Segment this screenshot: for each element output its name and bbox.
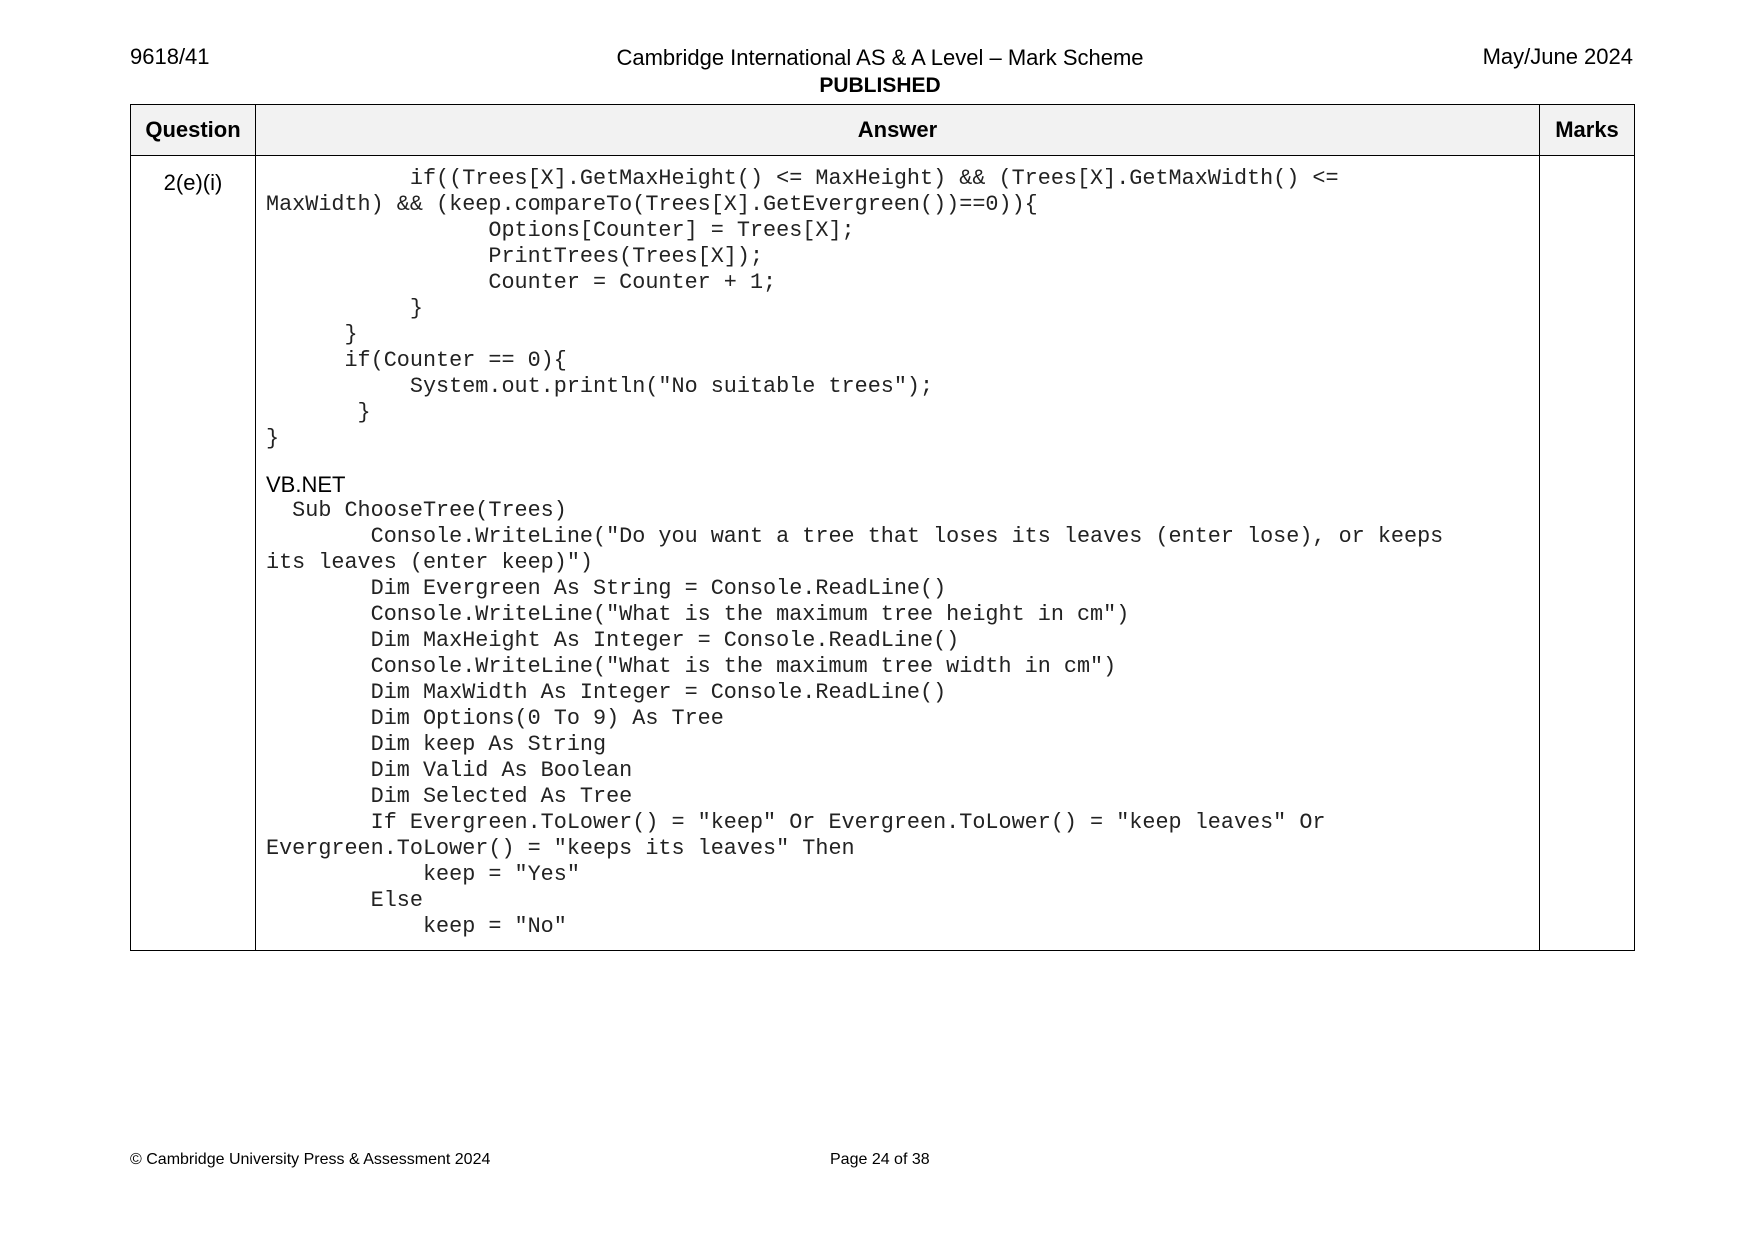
paper-code: 9618/41 — [130, 44, 210, 69]
page-number: Page 24 of 38 — [830, 1151, 930, 1168]
marks-column-header: Marks — [1540, 105, 1635, 156]
marks-cell — [1540, 156, 1635, 951]
answer-cell — [256, 156, 1540, 951]
exam-session: May/June 2024 — [1482, 44, 1633, 69]
table-row — [131, 156, 1635, 951]
vbnet-code-block: Sub ChooseTree(Trees) Console.WriteLine("Do you want a tree that loses its leaves (enter lose), or keeps its leaves (enter keep)") Dim Evergreen As String = Console.ReadLine() Console.WriteLine("What is the maximum tree height in cm") Dim MaxHeight As Integer = Console.ReadLine() Console.WriteLine("What is the maximum tree width in cm") Dim MaxWidth As Integer = Console.ReadLine() Dim Options(0 To 9) As Tree Dim keep As String Dim Valid As Boolean Dim Selected As Tree If Evergreen.ToLower() = "keep" Or Evergreen.ToLower() = "keep leaves" Or Evergreen.ToLower() = "keeps its leaves" Then keep = "Yes" Else keep = "No" — [266, 498, 1444, 939]
vbnet-label: VB.NET — [266, 472, 346, 497]
table-header-row — [131, 105, 1635, 156]
question-number: 2(e)(i) — [131, 156, 256, 951]
copyright-notice: © Cambridge University Press & Assessment 2024 — [130, 1151, 491, 1168]
answer-column-header: Answer — [256, 105, 1540, 156]
question-column-header: Question — [131, 105, 256, 156]
mark-scheme-table — [130, 104, 1635, 951]
java-code-block: if((Trees[X].GetMaxHeight() <= MaxHeight) && (Trees[X].GetMaxWidth() <= MaxWidth) && (keep.compareTo(Trees[X].GetEvergreen())==0)){ Options[Counter] = Trees[X]; PrintTrees(Trees[X]); Counter = Counter + 1; } } if(Counter == 0){ System.out.println("No suitable trees"); } } — [266, 166, 1339, 451]
published-label: PUBLISHED — [819, 74, 941, 97]
mark-scheme-title: Cambridge International AS & A Level – Mark Scheme — [616, 45, 1144, 70]
